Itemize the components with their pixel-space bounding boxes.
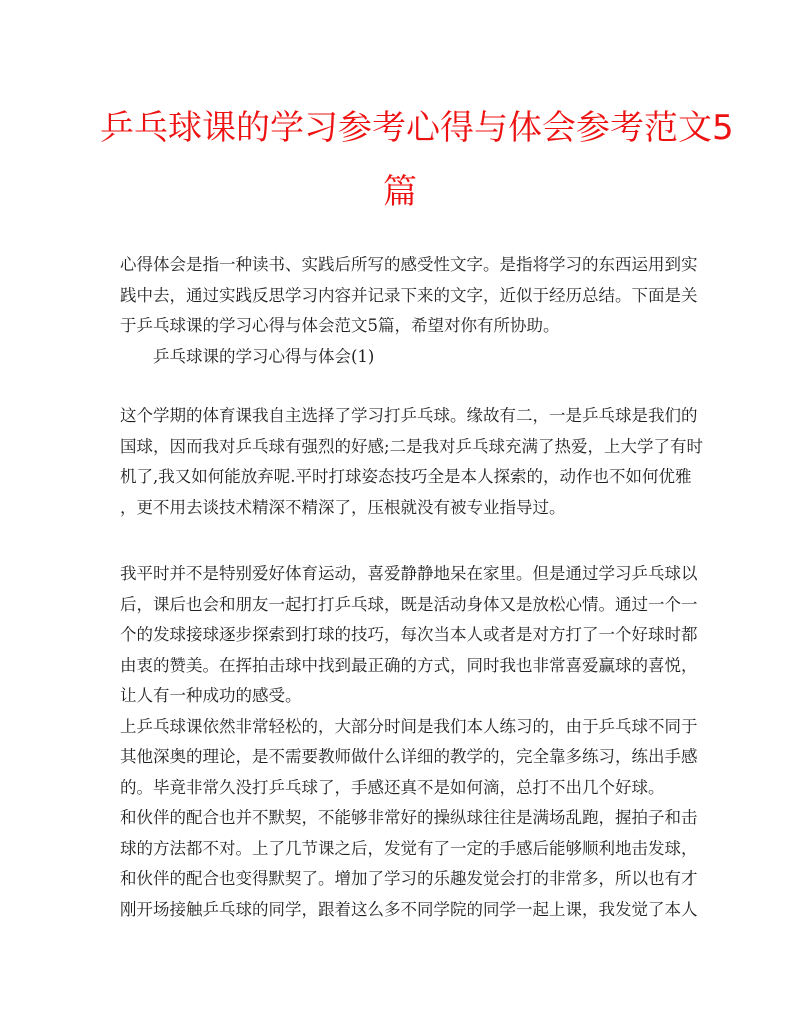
paragraph-line: 让人有一种成功的感受。 [120,686,302,705]
paragraph-line: 和伙伴的配合也并不默契，不能够非常好的操纵球往往是满场乱跑，握拍子和击 [120,808,698,827]
document-title-line-2: 篇 [383,172,417,212]
paragraph-line: 由衷的赞美。在挥拍击球中找到最正确的方式，同时我也非常喜爱赢球的喜悦， [120,655,698,675]
paragraph-line: 个的发球接球逐步探索到打球的技巧，每次当本人或者是对方打了一个好球时都 [120,625,698,644]
paragraph-line: 后，课后也会和朋友一起打打乒乓球，既是活动身体又是放松心情。通过一个一 [120,594,698,614]
paragraph-line: 的。毕竟非常久没打乒乓球了，手感还真不是如何滴，总打不出几个好球。 [120,777,665,797]
section-subtitle: 乒乓球课的学习心得与体会(1) [153,346,375,366]
paragraph-line: 我平时并不是特别爱好体育运动，喜爱静静地呆在家里。但是通过学习乒乓球以 [120,564,698,583]
intro-line: 于乒乓球课的学习心得与体会范文5篇，希望对你有所协助。 [120,316,560,335]
document-title-line-1: 乒乓球课的学习参考心得与体会参考范文5 [100,108,734,148]
paragraph-line: 这个学期的体育课我自主选择了学习打乒乓球。缘故有二，一是乒乓球是我们的 [120,406,698,425]
paragraph-line: 球的方法都不对。上了几节课之后，发觉有了一定的手感后能够顺利地击发球， [120,838,698,858]
paragraph-line: 上乒乓球课依然非常轻松的，大部分时间是我们本人练习的，由于乒乓球不同于 [120,716,698,736]
intro-line: 践中去，通过实践反思学习内容并记录下来的文字，近似于经历总结。下面是关 [120,285,698,305]
paragraph-2 [120,559,698,925]
paragraph-line: 和伙伴的配合也变得默契了。增加了学习的乐趣发觉会打的非常多，所以也有才 [120,869,698,888]
intro-paragraph [120,250,698,372]
paragraph-1 [120,401,704,523]
paragraph-line: 其他深奥的理论，是不需要教师做什么详细的教学的，完全靠多练习，练出手感 [120,747,698,766]
intro-line: 心得体会是指一种读书、实践后所写的感受性文字。是指将学习的东西运用到实 [120,255,698,274]
paragraph-line: ，更不用去谈技术精深不精深了，压根就没有被专业指导过。 [120,497,566,517]
paragraph-line: 国球，因而我对乒乓球有强烈的好感;二是我对乒乓球充满了热爱，上大学了有时 [120,436,704,456]
paragraph-line: 机了,我又如何能放弃呢.平时打球姿态技巧全是本人探索的，动作也不如何优雅 [120,467,692,486]
paragraph-line: 刚开场接触乒乓球的同学，跟着这么多不同学院的同学一起上课，我发觉了本人 [120,899,698,919]
